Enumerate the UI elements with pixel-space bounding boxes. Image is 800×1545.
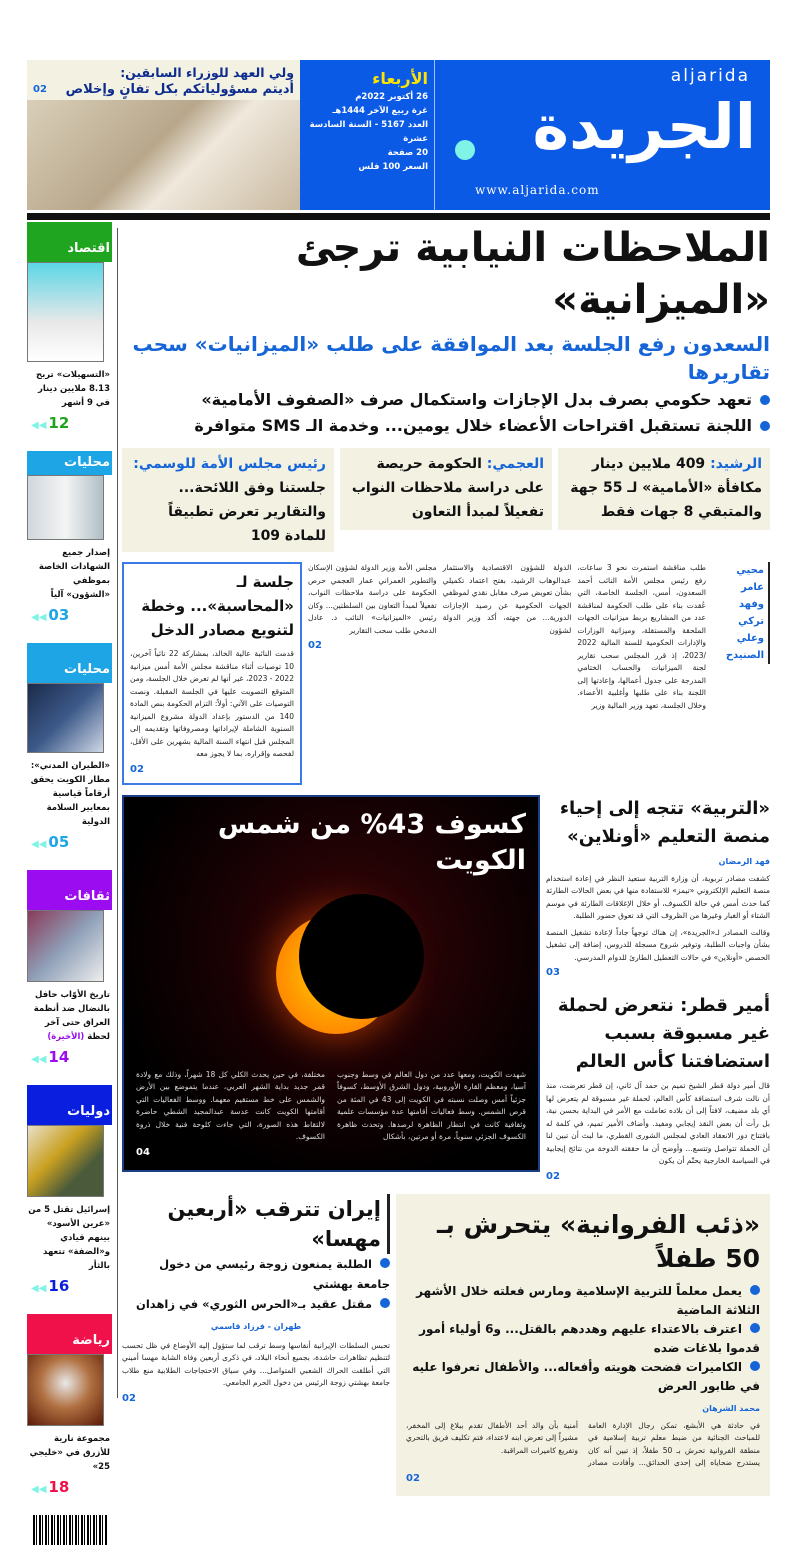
price: السعر 100 فلس bbox=[358, 162, 428, 172]
byline: وفهد تركي bbox=[738, 599, 764, 627]
moon-graphic bbox=[299, 894, 424, 1019]
sidebar-photo bbox=[27, 475, 104, 540]
education-body-2: وقالت المصادر لـ«الجريدة»، إن هناك توجهاً جاداً لإعادة تشغيل المنصة بشأن واجبات الطلبة، وتوفير شروح مسجلة للدروس، إضافة إلى تشغيل الحصص «أونلاين» في حالات التعطيل الطارئ للدوام المدرسي. bbox=[546, 927, 770, 962]
farwaniya-bullet bbox=[406, 1320, 760, 1358]
top-story-photo bbox=[27, 100, 300, 210]
masthead bbox=[300, 60, 770, 210]
column-divider bbox=[117, 228, 118, 1398]
quote-boxes bbox=[122, 448, 770, 552]
iran-headline: إيران تترقب «أربعين مهسا» bbox=[122, 1194, 390, 1254]
eclipse-graphic bbox=[136, 879, 526, 1069]
sidebar-text: مجموعة نارية للأزرق في «خليجي 25» bbox=[29, 1434, 110, 1472]
arrows-icon: ◀◀ bbox=[31, 1054, 47, 1065]
issue-info bbox=[300, 60, 435, 210]
story-headline: جلسة لـ «المحاسبة»... وخطة لتنويع مصادر الدخل bbox=[141, 573, 294, 639]
quote-speaker: الرشيد: bbox=[710, 456, 762, 472]
bottom-row bbox=[122, 1194, 770, 1496]
page-ref[interactable]: 03 bbox=[546, 967, 560, 978]
main-headline[interactable]: الملاحظات النيابية ترجئ «الميزانية» bbox=[295, 225, 770, 323]
page-number: 14 bbox=[48, 1048, 70, 1066]
eclipse-headline: كسوف 43% من شمس الكويت bbox=[217, 808, 526, 876]
page-number: 12 bbox=[48, 414, 70, 432]
author: محمد الشرهان bbox=[702, 1403, 760, 1413]
bullet-text: الطلبة يمنعون زوجة رئيسي من دخول جامعة بهشتي bbox=[159, 1256, 390, 1291]
day: الأربعاء bbox=[372, 69, 428, 88]
page-ref[interactable] bbox=[27, 1478, 112, 1499]
page-ref[interactable]: 04 bbox=[136, 1146, 150, 1158]
arrows-icon: ◀◀ bbox=[31, 839, 47, 850]
sidebar-local-2[interactable] bbox=[27, 643, 112, 854]
arrows-icon: ◀◀ bbox=[31, 420, 47, 431]
bullet-text: يعمل معلماً للتربية الإسلامية ومارس فعلته خلال الأشهر الثلاثة الماضية bbox=[416, 1283, 760, 1317]
main-body-row bbox=[122, 562, 770, 785]
page-ref[interactable] bbox=[27, 1048, 112, 1069]
bullet-text: الكاميرات فضحت هويته وأفعاله... والأطفال تعرفوا عليه في طابور العرض bbox=[412, 1359, 760, 1393]
top-story-line2: أديتم مسؤولياتكم بكل تفانٍ وإخلاص bbox=[65, 82, 294, 97]
accountability-story[interactable] bbox=[122, 562, 302, 785]
bullet-text: اللجنة تستقبل اقتراحات الأعضاء خلال يومين... وخدمة الـ SMS متوافرة bbox=[194, 416, 752, 435]
barcode bbox=[33, 1515, 108, 1545]
page-count: 20 صفحة bbox=[387, 148, 428, 158]
farwaniya-bullet bbox=[406, 1282, 760, 1320]
iran-bullet bbox=[122, 1254, 390, 1294]
eclipse-photo-story[interactable] bbox=[122, 795, 540, 1172]
sidebar-photo bbox=[27, 1125, 104, 1197]
author: فهد الرمضان bbox=[718, 856, 770, 866]
date: 26 أكتوبر 2022م bbox=[355, 92, 428, 102]
main-subhead: السعدون رفع الجلسة بعد الموافقة على طلب «الميزانيات» سحب تقاريرها bbox=[132, 332, 770, 384]
page-ref[interactable] bbox=[27, 1277, 112, 1298]
page-ref[interactable] bbox=[27, 414, 112, 435]
main-body-col1: طلب مناقشة استمرت نحو 3 ساعات، رفع رئيس مجلس الأمة النائب أحمد السعدون، أمس، الجلسة الخاصة، التي عُقدت بناء على طلب الحكومة لمناقشة عدد من المشاريع بربط ميزانيات الجهات الملحقة والمستقلة، وميزانية الوزارات والإدارات الحكومية للسنة المالية 2022 /2023، إذ قرر المجلس سحب تقارير لجنة الميزانيات والحساب الختامي المدرجة على جدول أعمالها، وإعادتها إلى اللجنة بناء على طلبها وأغلبية الأعضاء. وخلال الجلسة، تعهد وزير المالية وزير bbox=[577, 563, 706, 710]
quote-speaker: رئيس مجلس الأمة للوسمي: bbox=[133, 456, 326, 472]
logo-dot bbox=[455, 140, 475, 160]
sidebar-photo bbox=[27, 910, 104, 982]
farwaniya-body: في حادثة هي الأبشع، تمكن رجال الإدارة العامة للمباحث الجنائية من ضبط معلم تربية إسلامية في منطقة الفروانية تحرش بـ 50 طفلاً، إذ تبين أنه كان يستدرج ضحاياه إلى إحدى الحدائق... وأفادت مصادر أمنية بأن والد أحد الأطفال تقدم ببلاغ إلى المخفر، مشيراً إلى تعرض ابنه لاعتداء، فتم تكليف فريق بالتحري وتفريغ كاميرات المراقبة. bbox=[406, 1420, 760, 1467]
page-ref[interactable]: 02 bbox=[129, 763, 144, 775]
byline: محيي عامر bbox=[736, 565, 764, 593]
top-story[interactable] bbox=[27, 60, 300, 210]
main-bullet bbox=[122, 388, 770, 412]
bullet-text: تعهد حكومي بصرف بدل الإجازات واستكمال صرف «الصفوف الأمامية» bbox=[201, 390, 752, 409]
page-ref[interactable]: 02 bbox=[406, 1472, 420, 1484]
divider bbox=[27, 213, 770, 220]
arrows-icon: ◀◀ bbox=[31, 1484, 47, 1495]
main-body-col3: مجلس الأمة وزير الدولة لشؤون الإسكان والتطوير العمراني عمار العجمي حرص الحكومة على دراسة ملاحظات النواب، تفعيلاً لمبدأ التعاون بين السلطتين... وكان رئيس «الميزانيات» النائب د. عادل الدمخي طلب سحب التقارير bbox=[307, 563, 437, 635]
page-ref[interactable] bbox=[27, 833, 112, 854]
quote-box-rashid bbox=[558, 448, 770, 530]
sidebar-photo bbox=[27, 1354, 104, 1426]
quote-text: جلستنا وفق اللائحة... والتقارير تعرض تطبيقاً للمادة 109 bbox=[168, 480, 326, 544]
sidebar-text-main: تاريخ الأوّاب حافل بالنضال ضد أنظمة العراق حتى آخر لحظة bbox=[33, 990, 110, 1042]
sidebar-text bbox=[27, 982, 112, 1044]
quote-text: الحكومة حريصة على دراسة ملاحظات النواب تفعيلاً لمبدأ التعاون bbox=[351, 456, 544, 520]
sidebar-culture[interactable] bbox=[27, 870, 112, 1069]
bullet-icon bbox=[760, 395, 770, 405]
quote-text: 409 ملايين دينار مكافأة «الأمامية» لـ 55 جهة والمتبقي 8 جهات فقط bbox=[570, 456, 762, 520]
page-number: 18 bbox=[48, 1478, 70, 1496]
sidebar-text: «التسهيلات» تربح 8.13 ملايين دينار في 9 أشهر bbox=[35, 370, 110, 408]
top-story-line2-row bbox=[27, 81, 300, 100]
sidebar-international[interactable] bbox=[27, 1085, 112, 1298]
page-ref[interactable]: 02 bbox=[307, 640, 322, 651]
education-headline[interactable]: «التربية» تتجه إلى إحياء منصة التعليم «أونلاين» bbox=[559, 797, 770, 847]
arrows-icon: ◀◀ bbox=[31, 1283, 47, 1294]
section-label: دوليات bbox=[27, 1085, 112, 1125]
page-ref[interactable]: 02 bbox=[546, 1170, 560, 1182]
qatar-headline[interactable]: أمير قطر: نتعرض لحملة غير مسبوقة بسبب استضافتنا كأس العالم bbox=[557, 995, 770, 1072]
logo-latin: aljarida bbox=[670, 66, 750, 86]
farwaniya-story[interactable] bbox=[396, 1194, 770, 1496]
sidebar-photo bbox=[27, 683, 104, 753]
farwaniya-headline: «ذئب الفروانية» يتحرش بـ 50 طفلاً bbox=[436, 1209, 760, 1273]
qatar-body: قال أمير دولة قطر الشيخ تميم بن حمد آل ثاني، إن قطر تعرضت، منذ أن نالت شرف استضافة كأس العالم، لحملة غير مسبوقة لم يتعرض لها أي بلد مضيف، لافتاً إلى أن بلاده تعاملت مع الأمر في البداية بحسن نية، بل رأت أن بعض النقد إيجابي ومفيد. وأضاف الأمير تميم، في كلمة له بافتتاح دور الانعقاد العادي لمجلس الشورى القطري، ما لبث أن تبين لنا أن الحملة تتواصل وتتسع... وأوضح أن ما حققته الدوحة من نتائج إيجابية في السياسة الخارجية يحتّم أن يكون bbox=[546, 1081, 770, 1165]
author: طهران - فرزاد قاسمي bbox=[210, 1321, 302, 1331]
section-label: رياضة bbox=[27, 1314, 112, 1354]
bullet-icon bbox=[750, 1361, 760, 1371]
sidebar-photo bbox=[27, 262, 104, 362]
iran-body: تحبس السلطات الإيرانية أنفاسها وسط ترقب لما ستؤول إليه الأوضاع في ظل تحسب لتنظيم تظاهرات حاشدة، بجميع أنحاء البلاد، في ذكرى أربعين وفاة الشابة مهسا أميني التي أطلقت الحراك الشعبي المتواصل... وفي سياق الاحتجاجات الطلابية منع طلاب جامعة بهشتي زوجة الرئيس من دخول الحرم الجامعي. bbox=[122, 1340, 390, 1387]
section-label: محليات bbox=[27, 643, 112, 683]
sidebar-text: إسرائيل تقتل 5 من «عرين الأسود» بينهم قيادي و«الضفة» تتعهد بالثأر bbox=[28, 1205, 110, 1271]
main-body-col3-wrap bbox=[308, 562, 437, 653]
arrows-icon: ◀◀ bbox=[31, 612, 47, 623]
page-tag: (الأخيرة) bbox=[47, 1032, 85, 1042]
eclipse-body-col1: شهدت الكويت، ومعها عدد من دول العالم في وسط وجنوب آسيا، ومعظم القارة الأوروبية، ودول الشرق الأوسط، كسوفاً جزئياً أمس وصلت نسبته في الكويت إلى 43 في المئة من قرص الشمس. وسط فعاليات أقامتها عدة مؤسسات علمية وثقافية كانت في انتظار الظاهرة لرصدها. وتحدث ظاهرة الكسوف الجزئي سنوياً، مرة أو مرتين، بأشكال bbox=[337, 1069, 526, 1141]
farwaniya-bullet bbox=[406, 1358, 760, 1396]
quote-box-speaker bbox=[122, 448, 334, 552]
page-number: 03 bbox=[48, 606, 70, 624]
right-stories bbox=[546, 795, 770, 1184]
page-ref[interactable] bbox=[27, 606, 112, 627]
middle-row bbox=[122, 795, 770, 1184]
top-story-line1: ولي العهد للوزراء السابقين: bbox=[120, 65, 294, 80]
quote-box-ajmi bbox=[340, 448, 552, 530]
sidebar bbox=[27, 222, 112, 1545]
education-body-1: كشفت مصادر تربوية، أن وزارة التربية ستعيد النظر في إعادة استخدام منصة التعليم الإلكتروني «تيمز» للاستفادة منها في بعض الحالات الطارئة كما حدث أمس في حالة الكسوف، أو خلال الإغلاقات الطارئة في موسم الشتاء أو الغبار وغيرها من الظروف التي قد تعوق حضور الطلبة. bbox=[546, 873, 770, 920]
byline: وعلي الصنيدح bbox=[725, 633, 764, 661]
page-ref[interactable]: 02 bbox=[122, 1392, 136, 1404]
bullet-icon bbox=[380, 1298, 390, 1308]
bullet-text: مقتل عقيد بـ«الحرس الثوري» في زاهدان bbox=[136, 1296, 372, 1311]
sidebar-text: إصدار جميع الشهادات الخاصة بموظفي «الشؤون» آلياً bbox=[38, 548, 110, 600]
bullet-text: اعترف بالاعتداء عليهم وهددهم بالقتل... و6 أولياء أمور قدموا بلاغات ضده bbox=[419, 1321, 760, 1355]
eclipse-body bbox=[136, 1069, 526, 1144]
sidebar-local-1[interactable] bbox=[27, 451, 112, 627]
page-number: 16 bbox=[48, 1277, 70, 1295]
issue-number: العدد 5167 - السنة السادسة عشرة bbox=[309, 120, 428, 144]
logo: الجريدة bbox=[532, 90, 756, 163]
iran-bullet bbox=[122, 1294, 390, 1314]
iran-story[interactable] bbox=[122, 1194, 390, 1406]
sidebar-economy[interactable] bbox=[27, 222, 112, 435]
bylines bbox=[712, 562, 770, 664]
page-number: 05 bbox=[48, 833, 70, 851]
eclipse-body-col2: مختلفة، في حين يحدث الكلي كل 18 شهراً، وذلك مع ولادة قمر جديد بداية الشهر العربي، عندما يتموضع بين الأرض والشمس على خط مستقيم معهما. ووسط الفعاليات التي أقامتها الكويت كانت عدسة عبدالمجيد الشطي حاضرة لالتقاط هذه الصورة، التي جاءت كلوحة فنية خلال ذروة الكسوف. bbox=[136, 1069, 325, 1141]
main-column bbox=[122, 222, 770, 1496]
section-label: ثقافات bbox=[27, 870, 112, 910]
website-url: www.aljarida.com bbox=[475, 183, 600, 197]
bullet-icon bbox=[760, 421, 770, 431]
bullet-icon bbox=[380, 1258, 390, 1268]
bullet-icon bbox=[750, 1323, 760, 1333]
hijri-date: غرة ربيع الآخر 1444هـ bbox=[332, 106, 428, 116]
main-body-col2: الدولة للشؤون الاقتصادية والاستثمار عبدالوهاب الرشيد، بفتح اعتماد تكميلي بشأن تعويض صرف مقابل نقدي لموظفي الجهات الحكومية عن رصيد الإجازات الدورية... من جهته، أكد وزير الدولة لشؤون bbox=[442, 563, 572, 635]
bullet-icon bbox=[750, 1285, 760, 1295]
page-ref[interactable]: 02 bbox=[33, 83, 47, 95]
quote-speaker: العجمي: bbox=[486, 456, 544, 472]
main-bullet bbox=[122, 414, 770, 438]
story-body: قدمت النائبة عالية الخالد، بمشاركة 22 نائباً آخرين، 10 توصيات أثناء مناقشة مجلس الأمة أمس ميزانية 2022 - 2023، غير أنها لم تعرض خلال الجلسة، ومن المتوقع التصويت عليها في الجلسة المقبلة. ونصت التوصيات على الآتي: أولاً: التزام الحكومة بنص المادة 140 من الدستور بإعداد الدولة مشروع الميزانية السنوية الشاملة لإيراداتها ومصروفاتها وتقديمه إلى المجلس قبل انتهاء السنة المالية بشهرين على الأقل، لفحصه وإقراره، بما لا يجوز معه bbox=[129, 649, 294, 758]
brand-area bbox=[435, 60, 770, 210]
section-label: اقتصاد bbox=[27, 222, 112, 262]
section-label: محليات bbox=[27, 451, 112, 475]
sidebar-text: «الطيران المدني»: مطار الكويت يحقق أرقاماً قياسية بمعايير السلامة الدولية bbox=[30, 761, 110, 827]
